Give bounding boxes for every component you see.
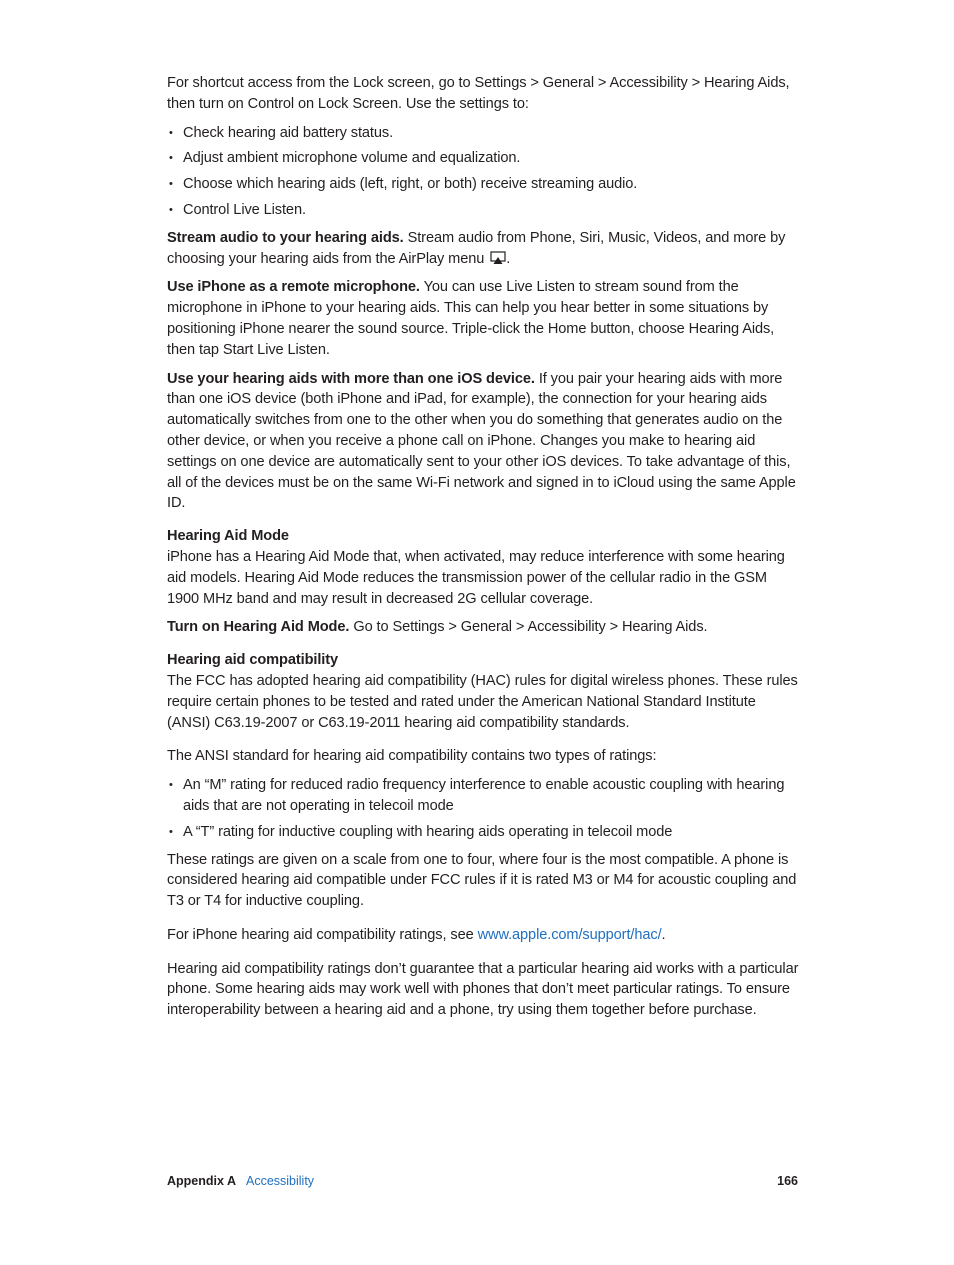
hearing-aid-mode-paragraph: iPhone has a Hearing Aid Mode that, when activated, may reduce interference with some hearing aid models. Hearing Aid Mode reduces the transmission power of the cellular radio in the GSM 1900 MHz band and may result in decreased 2G cellular coverage.: [167, 548, 785, 607]
airplay-icon: [490, 251, 506, 265]
list-item: • An “M” rating for reduced radio frequency interference to enable acoustic coupling with hearing aids that are not operating in telecoil mode: [167, 775, 799, 817]
list-item: • A “T” rating for inductive coupling with hearing aids operating in telecoil mode: [167, 822, 799, 843]
page-number: 166: [777, 1174, 798, 1188]
multi-device-paragraph: [167, 369, 799, 515]
list-item: • Control Live Listen.: [167, 200, 799, 221]
hac-link-tail: .: [661, 926, 666, 943]
document-body: [167, 73, 799, 1029]
ansi-ratings-intro: The ANSI standard for hearing aid compatibility contains two types of ratings:: [167, 748, 657, 765]
stream-audio-lead: Stream audio to your hearing aids.: [167, 229, 404, 246]
hac-link-intro: For iPhone hearing aid compatibility ratings, see: [167, 926, 478, 943]
turn-on-hearing-aid-mode-text: Go to Settings > General > Accessibility > Hearing Aids.: [349, 619, 708, 636]
list-item: • Adjust ambient microphone volume and equalization.: [167, 148, 799, 169]
hac-support-link[interactable]: www.apple.com/support/hac/: [477, 926, 662, 943]
hearing-aid-compatibility-heading: Hearing aid compatibility: [167, 652, 339, 669]
remote-microphone-paragraph: [167, 277, 799, 360]
footer-appendix-label: Appendix A: [167, 1174, 236, 1188]
turn-on-hearing-aid-mode-paragraph: [167, 617, 799, 638]
stream-audio-tail: .: [506, 250, 511, 267]
stream-audio-paragraph: [167, 228, 799, 270]
page-footer: [167, 1172, 799, 1190]
list-item: • Check hearing aid battery status.: [167, 123, 799, 144]
turn-on-hearing-aid-mode-lead: Turn on Hearing Aid Mode.: [167, 619, 350, 636]
hac-paragraph: The FCC has adopted hearing aid compatibility (HAC) rules for digital wireless phones. These rules require certain phones to be tested and rated under the American National Standard Institute (ANSI) C63.19-2007 or C63.19-2011 hearing aid compatibility standards.: [167, 672, 798, 731]
hearing-aid-mode-heading: Hearing Aid Mode: [167, 528, 289, 545]
intro-paragraph: For shortcut access from the Lock screen, go to Settings > General > Accessibility > Hearing Aids, then turn on Control on Lock Screen. Use the settings to:: [167, 75, 790, 112]
hac-link-paragraph: [167, 925, 799, 946]
stream-audio-text: Stream audio from Phone, Siri, Music, Videos, and more by choosing your hearing aids from the AirPlay menu: [167, 229, 786, 267]
settings-list: [167, 123, 799, 221]
remote-microphone-lead: Use iPhone as a remote microphone.: [167, 279, 420, 296]
multi-device-text: If you pair your hearing aids with more than one iOS device (both iPhone and iPad, for example), the connection for your hearing aids automatically switches from one to the other when you do something that generates audio on the other device, or when you receive a phone call on iPhone. Changes you make to hearing aid settings on one device are automatically sent to your other iOS devices. To take advantage of this, all of the devices must be on the same Wi-Fi network and signed in to iCloud using the same Apple ID.: [167, 370, 796, 512]
footer-section-link[interactable]: Accessibility: [245, 1174, 315, 1188]
multi-device-lead: Use your hearing aids with more than one iOS device.: [167, 370, 535, 387]
list-item: • Choose which hearing aids (left, right, or both) receive streaming audio.: [167, 174, 799, 195]
hac-disclaimer-paragraph: Hearing aid compatibility ratings don’t guarantee that a particular hearing aid works with a particular phone. Some hearing aids may work well with phones that don’t meet particular ratings. To ensure interoperability between a hearing aid and a phone, try using them together before purchase.: [167, 960, 799, 1019]
remote-microphone-text: You can use Live Listen to stream sound from the microphone in iPhone to your hearing aids. This can help you hear better in some situations by positioning iPhone nearer the sound source. Triple-click the Home button, choose Hearing Aids, then tap Start Live Listen.: [167, 279, 775, 358]
ratings-scale-paragraph: These ratings are given on a scale from one to four, where four is the most compatible. A phone is considered hearing aid compatible under FCC rules if it is rated M3 or M4 for acoustic coupling and T3 or T4 for inductive coupling.: [167, 851, 797, 910]
ratings-list: [167, 775, 799, 842]
